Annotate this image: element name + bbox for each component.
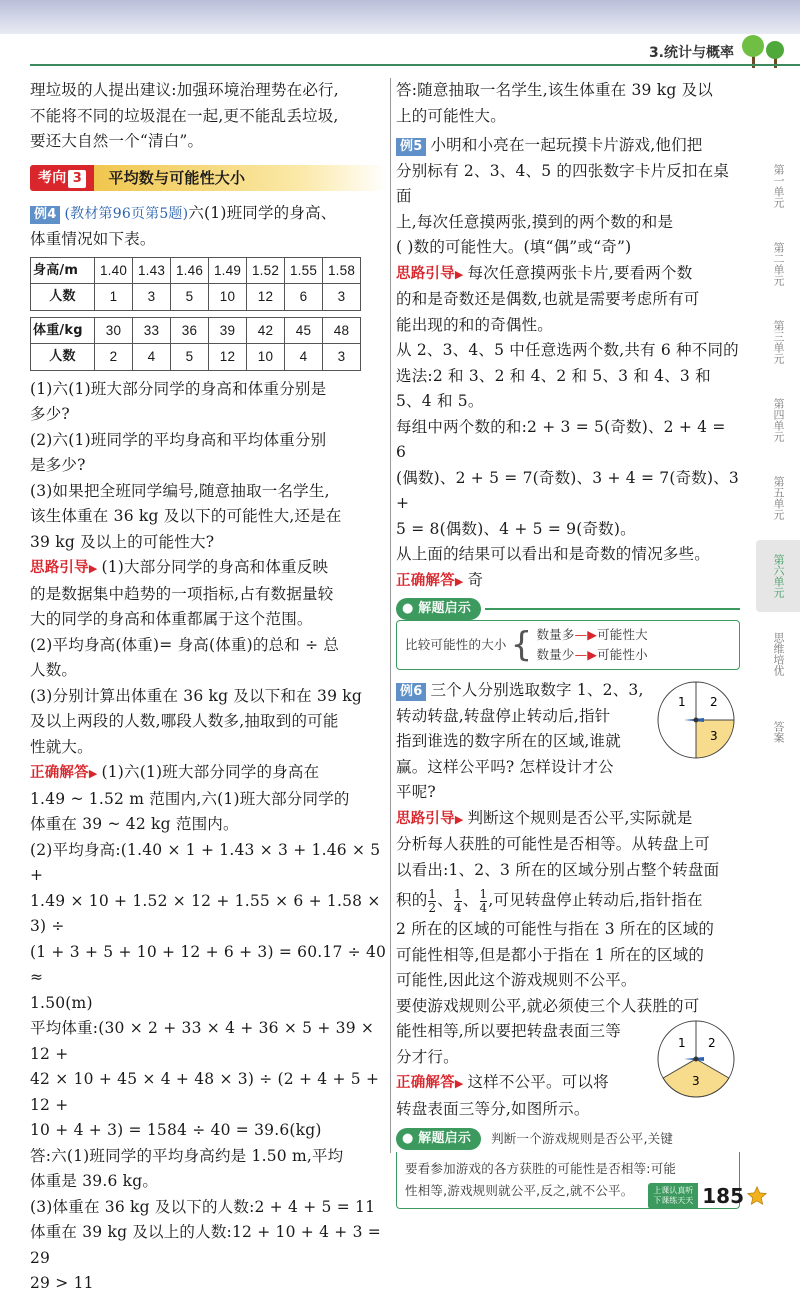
section-number: 3 — [68, 170, 86, 188]
text-line: 是多少? — [30, 456, 86, 474]
text-line: (偶数)、2 + 5 = 7(奇数)、3 + 4 = 7(奇数)、3 + — [396, 468, 739, 512]
sidebar-tab-unit-6[interactable]: 第六单元 — [756, 540, 800, 612]
fraction: $\frac{1}{4}$ — [479, 886, 488, 915]
text-line: 分别标有 2、3、4、5 的四张数字卡片反扣在桌面 — [396, 161, 730, 205]
text-line: 上,每次任意摸两张,摸到的两个数的和是 — [396, 212, 674, 231]
table-cell: 10 — [209, 284, 247, 311]
spinner-label: 3 — [710, 729, 718, 743]
table-cell: 1.40 — [95, 257, 133, 284]
text-line: 平均体重:(30 × 2 + 33 × 4 + 36 × 5 + 39 × 12 + — [30, 1019, 375, 1063]
text-line: 指到谁选的数字所在的区域,谁就 — [396, 732, 621, 750]
table-header: 人数 — [31, 344, 95, 371]
text-line: 从上面的结果可以看出和是奇数的情况多些。 — [396, 545, 711, 563]
tip-text: 判断一个游戏规则是否公平,关键 — [491, 1131, 674, 1146]
fraction: $\frac{1}{2}$ — [428, 886, 437, 915]
spinner-label: 3 — [692, 1074, 700, 1088]
text-line: (2)平均身高(体重)= 身高(体重)的总和 ÷ 总 — [30, 635, 340, 654]
text-line: 能性相等,所以要把转盘表面三等 — [396, 1022, 621, 1040]
table-cell: 1.52 — [247, 257, 285, 284]
table-cell: 39 — [209, 317, 247, 344]
example-4-line: 例4 (教材第96页第5题)六(1)班同学的身高、 — [30, 201, 388, 228]
text-line: 的是数据集中趋势的一项指标,占有数据量较 — [30, 584, 334, 603]
table-cell: 36 — [171, 317, 209, 344]
fraction: $\frac{1}{4}$ — [453, 886, 462, 915]
tip-box: 比较可能性的大小 { 数量多—▶可能性大 数量少—▶可能性小 — [396, 620, 740, 670]
table-cell: 48 — [323, 317, 361, 344]
arrow-right-icon: —▶ — [574, 627, 598, 642]
text-line: 分析每人获胜的可能性是否相等。从转盘上可 — [396, 835, 711, 853]
answer-line: 正确解答▶ 这样不公平。可以将 — [396, 1073, 609, 1091]
text-line: 42 × 10 + 45 × 4 + 48 × 3) ÷ (2 + 4 + 5 + 12 + — [30, 1070, 380, 1114]
hint-label: 思路引导 — [396, 265, 455, 282]
answer-line: 正确解答▶ (1)六(1)班大部分同学的身高在 — [30, 763, 320, 781]
section-tag: 考向 3 — [30, 165, 94, 191]
top-band — [0, 0, 800, 34]
location-pin-icon: ● — [402, 601, 419, 616]
section-header — [30, 163, 388, 193]
text-line: 不能将不同的垃圾混在一起,更不能乱丢垃圾, — [30, 106, 339, 125]
tip-text: 性相等,游戏规则就公平,反之,就不公平。 — [405, 1182, 634, 1198]
spinner-label: 1 — [678, 1036, 686, 1050]
text-line: 以看出:1、2、3 所在的区域分别占整个转盘面 — [396, 860, 720, 879]
fraction-line: 积的 $\frac{1}{2}$ 、 $\frac{1}{4}$ 、 $\frac{1}{4}$ ,可见转盘停止转动后,指针指在 — [396, 886, 703, 915]
sidebar-tab-answers[interactable]: 答案 — [772, 721, 785, 743]
star-icon — [746, 1185, 768, 1207]
tip-header — [396, 598, 740, 620]
play-icon: ▶ — [454, 812, 464, 826]
table-cell: 42 — [247, 317, 285, 344]
column-divider — [390, 78, 391, 1153]
text-line: (2)平均身高:(1.40 × 1 + 1.43 × 3 + 1.46 × 5 + — [30, 840, 381, 884]
text-line: 答:随意抽取一名学生,该生体重在 39 kg 及以 — [396, 81, 713, 99]
tip-text: 比较可能性的大小 — [405, 637, 507, 652]
answer-label: 正确解答 — [396, 1075, 455, 1091]
text-line: 要还大自然一个“清白”。 — [30, 132, 204, 150]
sidebar-tab-unit-1[interactable]: 第一单元 — [772, 164, 785, 208]
spinner-label: 1 — [678, 695, 686, 709]
text-line: (3)分别计算出体重在 36 kg 及以下和在 39 kg — [30, 686, 362, 705]
text-line: 体重在 39 kg 及以上的人数:12 + 10 + 4 + 3 = 29 — [30, 1223, 381, 1267]
table-cell: 6 — [285, 284, 323, 311]
sidebar-tab-advanced[interactable]: 思维培优 — [772, 632, 785, 676]
text-line: 分才行。 — [396, 1047, 459, 1066]
height-table — [30, 257, 361, 311]
spinner-thirds — [656, 1019, 736, 1099]
text-line: 及以上两段的人数,哪段人数多,抽取到的可能 — [30, 712, 339, 730]
table-cell: 2 — [95, 344, 133, 371]
example-badge: 例5 — [396, 138, 426, 156]
text-line: 1.50(m) — [30, 993, 93, 1012]
table-cell: 4 — [133, 344, 171, 371]
hint-label: 思路引导 — [396, 810, 455, 827]
sidebar-tab-unit-4[interactable]: 第四单元 — [772, 398, 785, 442]
text-line: 体重是 39.6 kg。 — [30, 1172, 159, 1190]
table-cell: 33 — [133, 317, 171, 344]
text-line: (3)体重在 36 kg 及以下的人数:2 + 4 + 5 = 11 — [30, 1197, 376, 1216]
table-cell: 12 — [247, 284, 285, 311]
spinner-label: 2 — [710, 695, 718, 709]
text-line: 可能性,因此这个游戏规则不公平。 — [396, 971, 637, 989]
play-icon: ▶ — [88, 767, 98, 780]
table-cell: 1.43 — [133, 257, 171, 284]
example-6-block — [396, 678, 740, 806]
answer-line: 正确解答▶ 奇 — [396, 570, 484, 589]
text-line: 每组中两个数的和:2 + 3 = 5(奇数)、2 + 4 = 6 — [396, 417, 726, 461]
brace-icon: { — [510, 625, 533, 665]
table-cell: 3 — [323, 344, 361, 371]
table-cell: 1.49 — [209, 257, 247, 284]
table-cell: 10 — [247, 344, 285, 371]
text-line: 体重在 39 ~ 42 kg 范围内。 — [30, 815, 239, 833]
table-cell: 3 — [323, 284, 361, 311]
text-line: 赢。这样公平吗? 怎样设计才公 — [396, 757, 614, 776]
text-line: 转盘表面三等分,如图所示。 — [396, 1099, 590, 1118]
text-line: 要使游戏规则公平,就必须使三个人获胜的可 — [396, 996, 700, 1015]
play-icon: ▶ — [454, 267, 464, 281]
text-line: 29 > 11 — [30, 1274, 94, 1292]
sidebar-tab-unit-2[interactable]: 第二单元 — [772, 242, 785, 286]
tip-rule — [485, 608, 740, 610]
answer-6-block — [396, 1019, 740, 1122]
answer-label: 正确解答 — [30, 765, 89, 781]
text-line: (3)如果把全班同学编号,随意抽取一名学生, — [30, 481, 330, 500]
tip-label: ● 解题启示 — [396, 598, 481, 620]
tip-text: 要看参加游戏的各方获胜的可能性是否相等:可能 — [405, 1160, 677, 1176]
text-line: 该生体重在 36 kg 及以下的可能性大,还是在 — [30, 507, 342, 525]
text-line: 选法:2 和 3、2 和 4、2 和 5、3 和 4、3 和 5、4 和 5。 — [396, 366, 711, 410]
example-badge: 例4 — [30, 206, 60, 224]
page-number: 185 — [702, 1184, 744, 1208]
text-line: 5 = 8(偶数)、4 + 5 = 9(奇数)。 — [396, 519, 636, 538]
table-cell: 12 — [209, 344, 247, 371]
spinner-label: 2 — [708, 1036, 716, 1050]
hint-line: 思路引导▶ 每次任意摸两张卡片,要看两个数 — [396, 263, 693, 282]
text-line: 人数。 — [30, 661, 78, 679]
text-line: 2 所在的区域的可能性与指在 3 所在的区域的 — [396, 920, 715, 938]
tip-label: ● 解题启示 — [396, 1128, 481, 1150]
hint-line: 思路引导▶ 判断这个规则是否公平,实际就是 — [396, 808, 693, 827]
text-line: 性就大。 — [30, 737, 93, 756]
textbook-ref: (教材第96页第5题) — [64, 205, 189, 222]
text-line: 大的同学的身高和体重都属于这个范围。 — [30, 610, 313, 628]
table-cell: 5 — [171, 344, 209, 371]
play-icon: ▶ — [454, 574, 464, 588]
example-5-line: 例5 小明和小亮在一起玩摸卡片游戏,他们把 — [396, 133, 740, 159]
text-line: (2)六(1)班同学的平均身高和平均体重分别 — [30, 430, 327, 449]
left-column — [30, 78, 388, 1297]
table-cell: 1.55 — [285, 257, 323, 284]
text-line: (1 + 3 + 5 + 10 + 12 + 6 + 3) = 60.17 ÷ 40 ≈ — [30, 942, 387, 986]
play-icon: ▶ — [88, 562, 98, 575]
location-pin-icon: ● — [402, 1130, 419, 1146]
text-line: 10 + 4 + 3) = 1584 ÷ 40 = 39.6(kg) — [30, 1121, 322, 1139]
table-cell: 1.46 — [171, 257, 209, 284]
play-icon: ▶ — [454, 1077, 464, 1090]
footer-slogan: 上课认真听 下课练天天 — [648, 1183, 698, 1209]
text-line: 的和是奇数还是偶数,也就是需要考虑所有可 — [396, 290, 700, 308]
text-line: 1.49 × 10 + 1.52 × 12 + 1.55 × 6 + 1.58 × 3) ÷ — [30, 891, 381, 935]
text-line: 体重情况如下表。 — [30, 230, 156, 248]
table-cell: 30 — [95, 317, 133, 344]
answer-label: 正确解答 — [396, 572, 455, 589]
table-header: 身高/m — [31, 257, 95, 284]
table-cell: 1.58 — [323, 257, 361, 284]
table-cell: 45 — [285, 317, 323, 344]
hint-line: 思路引导▶ (1)大部分同学的身高和体重反映 — [30, 558, 329, 576]
text-line: 平呢? — [396, 783, 436, 801]
unit-sidebar — [756, 150, 800, 774]
text-line: 理垃圾的人提出建议:加强环境治理势在必行, — [30, 81, 339, 99]
example-badge: 例6 — [396, 683, 426, 701]
text-line: 转动转盘,转盘停止转动后,指针 — [396, 706, 611, 725]
text-line: (1)六(1)班大部分同学的身高和体重分别是 — [30, 379, 327, 398]
table-cell: 5 — [171, 284, 209, 311]
table-header: 体重/kg — [31, 317, 95, 344]
header-rule — [30, 64, 800, 66]
text-line: 上的可能性大。 — [396, 106, 506, 125]
text-line: 从 2、3、4、5 中任意选两个数,共有 6 种不同的 — [396, 341, 739, 359]
chapter-title: 3.统计与概率 — [648, 45, 734, 61]
spinner-halves — [656, 680, 736, 760]
table-cell: 4 — [285, 344, 323, 371]
hint-label: 思路引导 — [30, 560, 89, 576]
text-line: 1.49 ~ 1.52 m 范围内,六(1)班大部分同学的 — [30, 789, 350, 808]
sidebar-tab-unit-3[interactable]: 第三单元 — [772, 320, 785, 364]
text-line: 答:六(1)班同学的平均身高约是 1.50 m,平均 — [30, 1146, 344, 1165]
example-6-line: 例6 三个人分别选取数字 1、2、3, — [396, 678, 740, 704]
tip-header — [396, 1126, 740, 1152]
weight-table — [30, 317, 361, 371]
table-header: 人数 — [31, 284, 95, 311]
page-footer — [648, 1183, 768, 1209]
table-cell: 3 — [133, 284, 171, 311]
right-column — [396, 78, 740, 1209]
text-line: 可能性相等,但是都小于指在 1 所在的区域的 — [396, 945, 705, 964]
text-line: 多少? — [30, 405, 70, 423]
sidebar-tab-unit-5[interactable]: 第五单元 — [772, 476, 785, 520]
text-line: 能出现的和的奇偶性。 — [396, 315, 554, 334]
table-cell: 1 — [95, 284, 133, 311]
text-line: ( )数的可能性大。(填“偶”或“奇”) — [396, 238, 632, 256]
text-line: 39 kg 及以上的可能性大? — [30, 532, 215, 551]
arrow-right-icon: —▶ — [574, 647, 598, 662]
section-title: 平均数与可能性大小 — [94, 165, 388, 191]
